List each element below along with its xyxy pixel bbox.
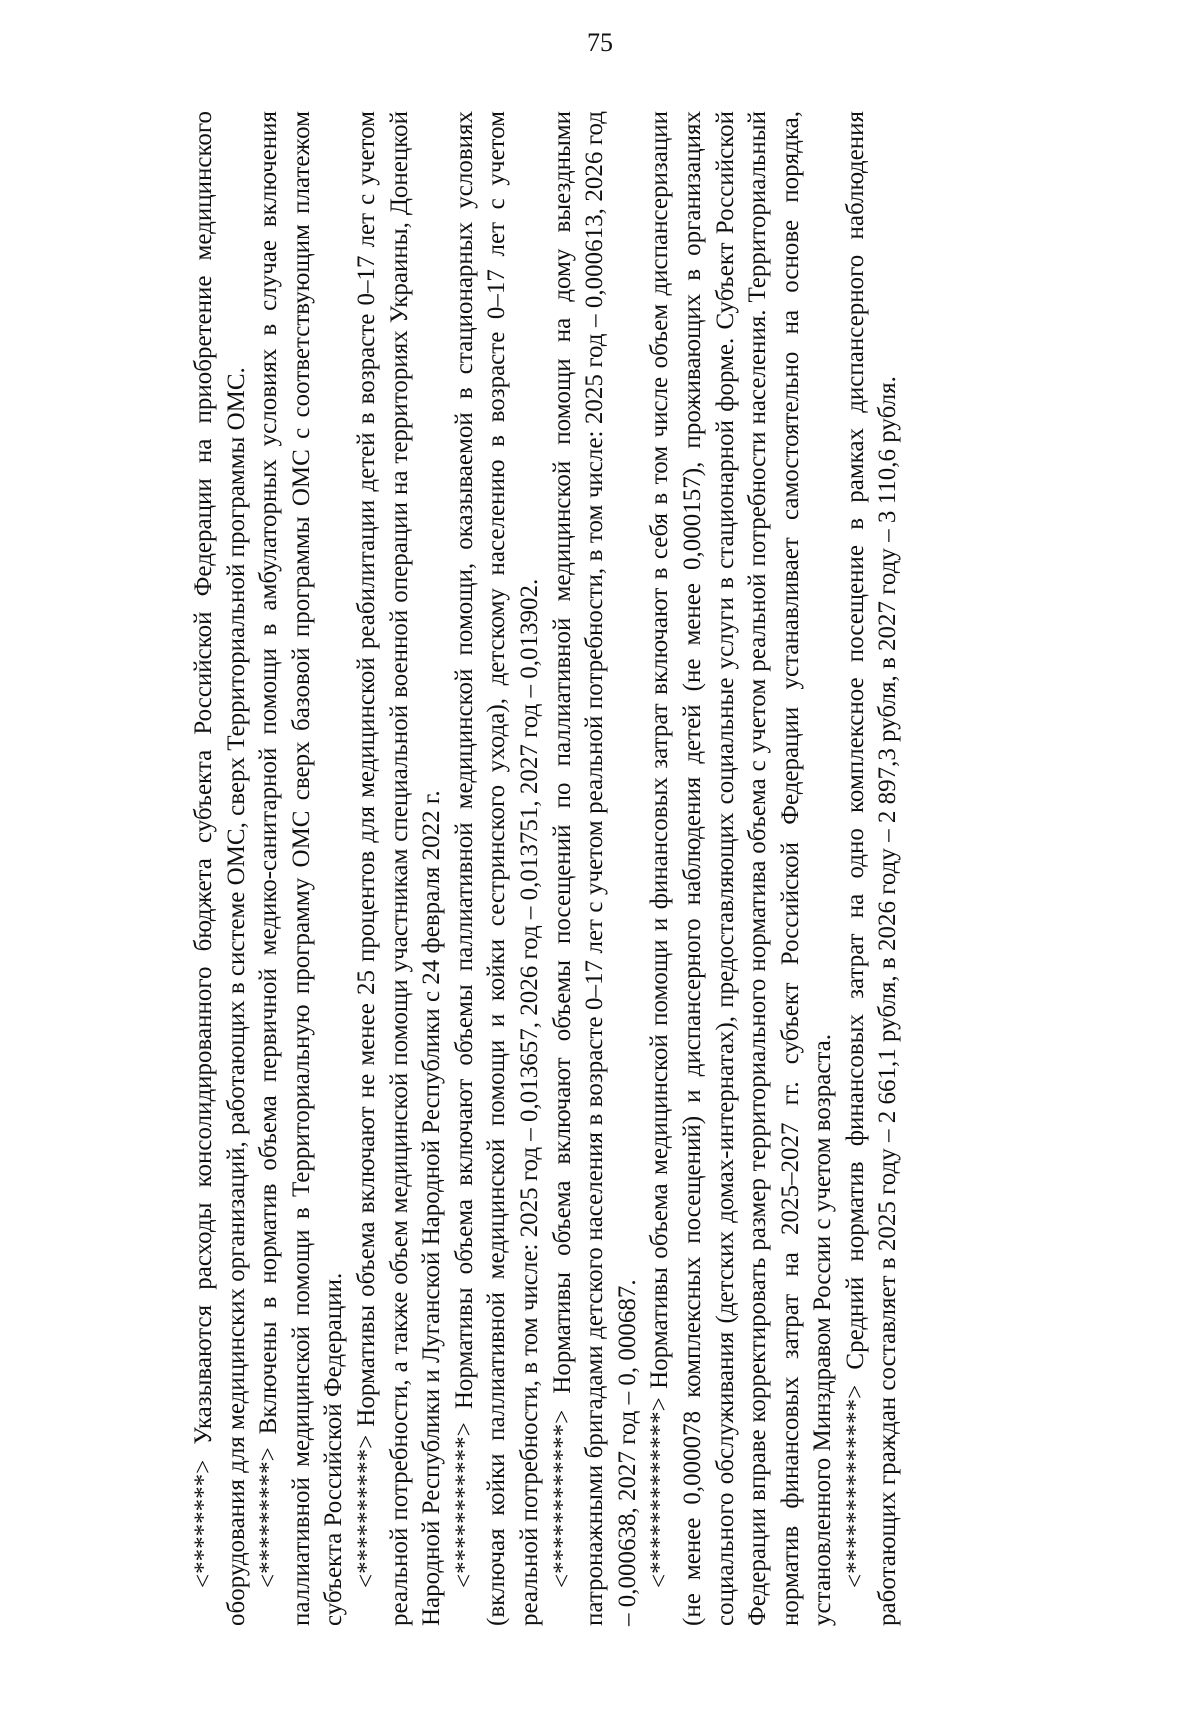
footnote-8: <********> Указываются расходы консолидированного бюджета субъекта Российской Федерации на приобретение медицинского оборудования для медицинских организаций, работающих в системе ОМС, сверх Территориальной программы ОМС. bbox=[190, 111, 250, 1626]
footnote-13: <*************> Нормативы объема медицинской помощи и финансовых затрат включают в себя в том числе объем диспансеризации (не менее 0,000078 комплексных посещений) и диспансерного наблюдения детей (не менее 0,000157), проживающих в организациях социального обслуживания (детских домах-интернатах), предоставляющих социальные услуги в стационарной форме. Субъект Российской Федерации вправе корректировать размер территориального норматива объема с учетом реальной потребности населения. Территориальный норматив финансовых затрат на 2025–2027 гг. субъект Российской Федерации устанавливает самостоятельно на основе порядка, установленного Минздравом России с учетом возраста. bbox=[646, 111, 837, 1626]
footnote-12: <************> Нормативы объема включают объемы посещений по паллиативной медицинской помощи на дому выездными патронажными бригадами детского населения в возрасте 0–17 лет с учетом реальной потребности, в том числе: 2025 год – 0,000613, 2026 год – 0,000638, 2027 год – 0, 000687. bbox=[548, 111, 641, 1626]
footnote-10: <**********> Нормативы объема включают не менее 25 процентов для медицинской реабилитации детей в возрасте 0–17 лет с учетом реальной потребности, а также объем медицинской помощи участникам специальной военной операции на территориях Украины, Донецкой Народной Республики и Луганской Народной Республики с 24 февраля 2022 г. bbox=[352, 111, 446, 1626]
footnote-14: <**************> Средний норматив финансовых затрат на одно комплексное посещение в рамках диспансерного наблюдения работающих граждан составляет в 2025 году – 2 661,1 рубля, в 2026 году – 2 897,3 рубля, в 2027 году – 3 110,6 рубля. bbox=[841, 111, 902, 1626]
footnotes-block bbox=[188, 111, 1063, 1626]
footnote-11: <***********> Нормативы объема включают объемы паллиативной медицинской помощи, оказываемой в стационарных условиях (включая койки паллиативной медицинской помощи и койки сестринского ухода), детскому населению в возрасте 0–17 лет с учетом реальной потребности, в том числе: 2025 год – 0,013657, 2026 год – 0,013751, 2027 год – 0,013902. bbox=[450, 111, 543, 1626]
page-number: 75 bbox=[587, 28, 613, 57]
footnote-9: <*********> Включены в норматив объема первичной медико-санитарной помощи в амбулаторных условиях в случае включения паллиативной медицинской помощи в Территориальную программу ОМС сверх базовой программы ОМС с соответствующим платежом субъекта Российской Федерации. bbox=[255, 111, 348, 1626]
